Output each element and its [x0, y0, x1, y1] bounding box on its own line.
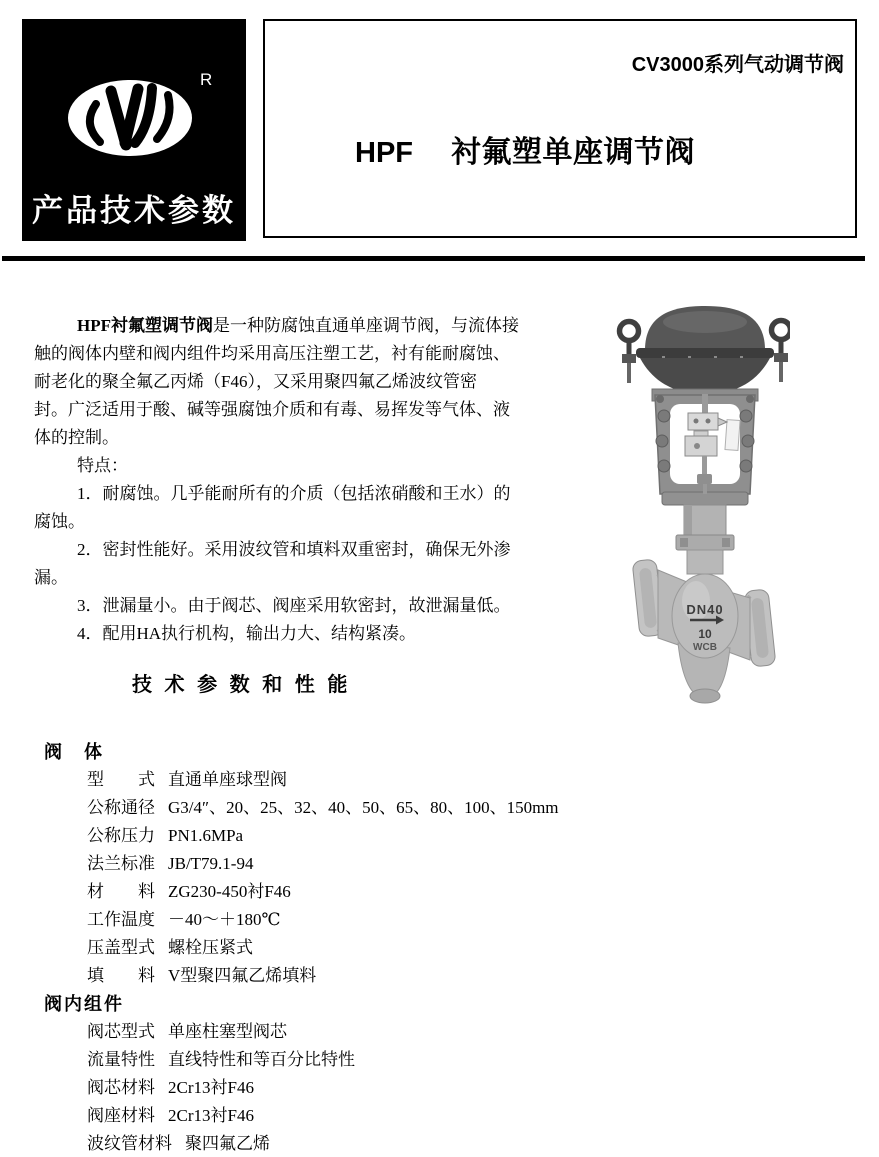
spec-row [87, 1018, 604, 1046]
spec-row [87, 850, 604, 878]
series-label: CV3000系列气动调节阀 [631, 54, 844, 76]
actuator-dome [636, 306, 774, 394]
registered-mark: R [200, 70, 213, 89]
bonnet [676, 505, 734, 574]
feature-line: 2．密封性能好。采用波纹管和填料双重密封，确保无外渗 [77, 540, 511, 559]
spec-row [87, 794, 604, 822]
spec-label: 型 式 [87, 770, 155, 789]
spec-label: 公称压力 [87, 826, 155, 845]
spec-label: 阀座材料 [87, 1106, 155, 1125]
spec-value: PN1.6MPa [168, 826, 244, 845]
spec-label: 阀芯材料 [87, 1078, 155, 1097]
feature-line: 3．泄漏量小。由于阀芯、阀座采用软密封，故泄漏量低。 [77, 596, 511, 615]
body-marking-pressure: 10 [698, 627, 712, 641]
spec-value: 单座柱塞型阀芯 [168, 1022, 287, 1041]
model-code: HPF [355, 137, 413, 169]
spec-value: ZG230-450衬F46 [168, 882, 291, 901]
name-plate [725, 420, 740, 451]
spec-row [87, 906, 604, 934]
spec-row [87, 1046, 604, 1074]
spec-value: 2Cr13衬F46 [168, 1078, 254, 1097]
spec-label: 法兰标准 [87, 854, 155, 873]
spec-row [87, 1074, 604, 1102]
intro-line: 封。广泛适用于酸、碱等强腐蚀介质和有毒、易挥发等气体、液 [34, 400, 510, 419]
spec-value: 直通单座球型阀 [168, 770, 287, 789]
spec-label: 公称通径 [87, 798, 155, 817]
feature-line: 腐蚀。 [34, 512, 85, 531]
spec-value: V型聚四氟乙烯填料 [168, 966, 317, 985]
spec-row [87, 878, 604, 906]
spec-row [87, 766, 604, 794]
intro-line [34, 312, 519, 340]
spec-label: 工作温度 [87, 910, 155, 929]
spec-value: 直线特性和等百分比特性 [168, 1050, 355, 1069]
spec-row [87, 1102, 604, 1130]
model-title-row [230, 127, 820, 171]
spec-row [87, 962, 604, 990]
features-label: 特点： [77, 456, 128, 475]
specs-block [44, 738, 604, 1157]
intro-line: 体的控制。 [34, 428, 119, 447]
eye-bolt-left-icon [620, 322, 639, 384]
body-marking-size: DN40 [686, 602, 724, 617]
eye-bolt-right-icon [772, 321, 791, 383]
intro-line: 耐老化的聚全氟乙丙烯（F46），又采用聚四氟乙烯波纹管密 [34, 372, 477, 391]
spec-label: 压盖型式 [87, 938, 155, 957]
section-title: 技 术 参 数 和 性 能 [132, 674, 348, 696]
spec-value: G3/4″、20、25、32、40、50、65、80、100、150mm [168, 798, 559, 817]
spec-group-heading: 阀内组件 [44, 994, 124, 1014]
feature-line: 1．耐腐蚀。几乎能耐所有的介质（包括浓硝酸和王水）的 [77, 484, 511, 503]
brand-text: 产品技术参数 [32, 193, 236, 228]
spec-row [87, 934, 604, 962]
spec-value: JB/T79.1-94 [168, 854, 254, 873]
spec-value: －40～＋180℃ [168, 910, 281, 929]
spec-label: 流量特性 [87, 1050, 155, 1069]
spec-value: 螺栓压紧式 [168, 938, 253, 957]
body-marking-material: WCB [693, 642, 717, 653]
intro-lead-rest: 是一种防腐蚀直通单座调节阀，与流体接 [213, 316, 519, 335]
spec-row [87, 822, 604, 850]
model-title: 衬氟塑单座调节阀 [451, 136, 695, 169]
intro-lead-bold: HPF衬氟塑调节阀 [77, 316, 213, 335]
spec-label: 波纹管材料 [87, 1134, 172, 1153]
spec-value: 2Cr13衬F46 [168, 1106, 254, 1125]
header-box [263, 19, 857, 238]
spec-value: 聚四氟乙烯 [185, 1134, 270, 1153]
spec-group-heading: 阀 体 [44, 742, 104, 762]
feature-line: 4．配用HA执行机构，输出力大、结构紧凑。 [77, 624, 417, 643]
valve-product-photo [600, 298, 790, 708]
intro-line: 触的阀体内壁和阀内组件均采用高压注塑工艺，衬有能耐腐蚀、 [34, 344, 510, 363]
valve-body [672, 574, 738, 703]
feature-line: 漏。 [34, 568, 68, 587]
spec-row [87, 1130, 604, 1157]
spec-label: 材 料 [87, 882, 155, 901]
intro-paragraph [34, 312, 519, 648]
spec-label: 填 料 [87, 966, 155, 985]
wj-oval-trademark-icon [22, 19, 246, 179]
brand-block [22, 19, 246, 241]
divider-rule [2, 256, 865, 261]
spec-label: 阀芯型式 [87, 1022, 155, 1041]
